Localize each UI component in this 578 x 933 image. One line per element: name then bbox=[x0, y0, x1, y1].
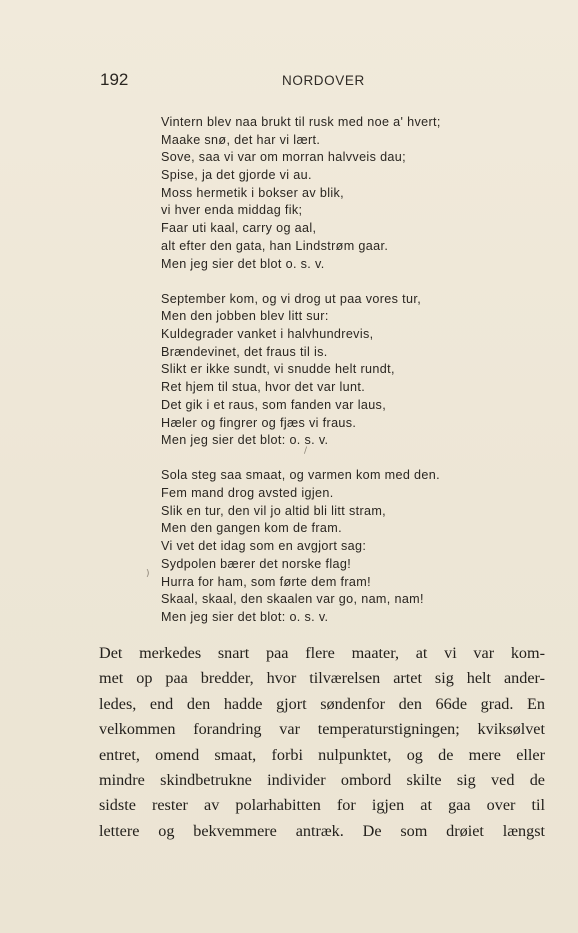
page-number: 192 bbox=[100, 70, 129, 89]
poem-line: Slik en tur, den vil jo altid bli litt stram, bbox=[161, 503, 387, 518]
poem-line: Hæler og fingrer og fjæs vi fraus. bbox=[161, 415, 357, 430]
prose-line: met op paa bredder, hvor tilværelsen artet sig helt ander- bbox=[99, 669, 545, 688]
poem-line: alt efter den gata, han Lindstrøm gaar. bbox=[161, 238, 389, 253]
poem-line: Det gik i et raus, som fanden var laus, bbox=[161, 397, 387, 412]
poem-line: Spise, ja det gjorde vi au. bbox=[161, 168, 312, 183]
prose-line: ledes, end den hadde gjort søndenfor den 66de grad. En bbox=[99, 694, 545, 713]
poem-line: Slikt er ikke sundt, vi snudde helt rundt, bbox=[161, 362, 395, 377]
poem-line: Vi vet det idag som en avgjort sag: bbox=[161, 539, 367, 554]
prose-line: velkommen forandring var temperaturstigningen; kviksølvet bbox=[99, 720, 545, 739]
prose-line: entret, omend smaat, forbi nulpunktet, og de mere eller bbox=[99, 745, 545, 764]
running-head bbox=[100, 70, 480, 92]
poem-line: Skaal, skaal, den skaalen var go, nam, nam! bbox=[161, 592, 424, 607]
prose-line: Det merkedes snart paa flere maater, at vi var kom- bbox=[99, 644, 545, 662]
poem-refrain: Men jeg sier det blot: o. s. v. bbox=[161, 609, 329, 624]
poem-line: Fem mand drog avsted igjen. bbox=[161, 486, 334, 501]
poem-refrain: Men jeg sier det blot: o. s. v. bbox=[161, 433, 329, 448]
stanza bbox=[161, 467, 511, 626]
running-title: NORDOVER bbox=[282, 73, 365, 88]
poem-line: Faar uti kaal, carry og aal, bbox=[161, 221, 317, 236]
prose-paragraph bbox=[99, 641, 545, 844]
poem-line: Maake snø, det har vi lært. bbox=[161, 132, 321, 147]
poem-line: Sove, saa vi var om morran halvveis dau; bbox=[161, 150, 406, 165]
prose-line: lettere og bekvemmere antræk. De som drøiet længst bbox=[99, 821, 545, 840]
poem-line: Sola steg saa smaat, og varmen kom med den. bbox=[161, 468, 440, 483]
poem-line: Hurra for ham, som førte dem fram! bbox=[161, 574, 371, 589]
poem-line: Kuldegrader vanket i halvhundrevis, bbox=[161, 327, 374, 342]
poem-line: September kom, og vi drog ut paa vores tur, bbox=[161, 291, 422, 306]
poem-line: Men den jobben blev litt sur: bbox=[161, 309, 329, 324]
poem-refrain: Men jeg sier det blot o. s. v. bbox=[161, 256, 325, 271]
print-speck: ) bbox=[146, 569, 150, 579]
poem bbox=[161, 114, 511, 644]
poem-line: Vintern blev naa brukt til rusk med noe a' hvert; bbox=[161, 115, 441, 129]
stanza bbox=[161, 114, 511, 273]
poem-line: vi hver enda middag fik; bbox=[161, 203, 303, 218]
print-speck: / bbox=[304, 446, 308, 456]
stanza bbox=[161, 291, 511, 450]
prose-line: sidste rester av polarhabitten for igjen at gaa over til bbox=[99, 796, 545, 815]
poem-line: Brændevinet, det fraus til is. bbox=[161, 344, 328, 359]
poem-line: Ret hjem til stua, hvor det var lunt. bbox=[161, 380, 366, 395]
poem-line: Moss hermetik i bokser av blik, bbox=[161, 185, 345, 200]
prose-line: mindre skindbetrukne individer ombord skilte sig ved de bbox=[99, 770, 545, 789]
poem-line: Men den gangen kom de fram. bbox=[161, 521, 342, 536]
poem-line: Sydpolen bærer det norske flag! bbox=[161, 556, 352, 571]
